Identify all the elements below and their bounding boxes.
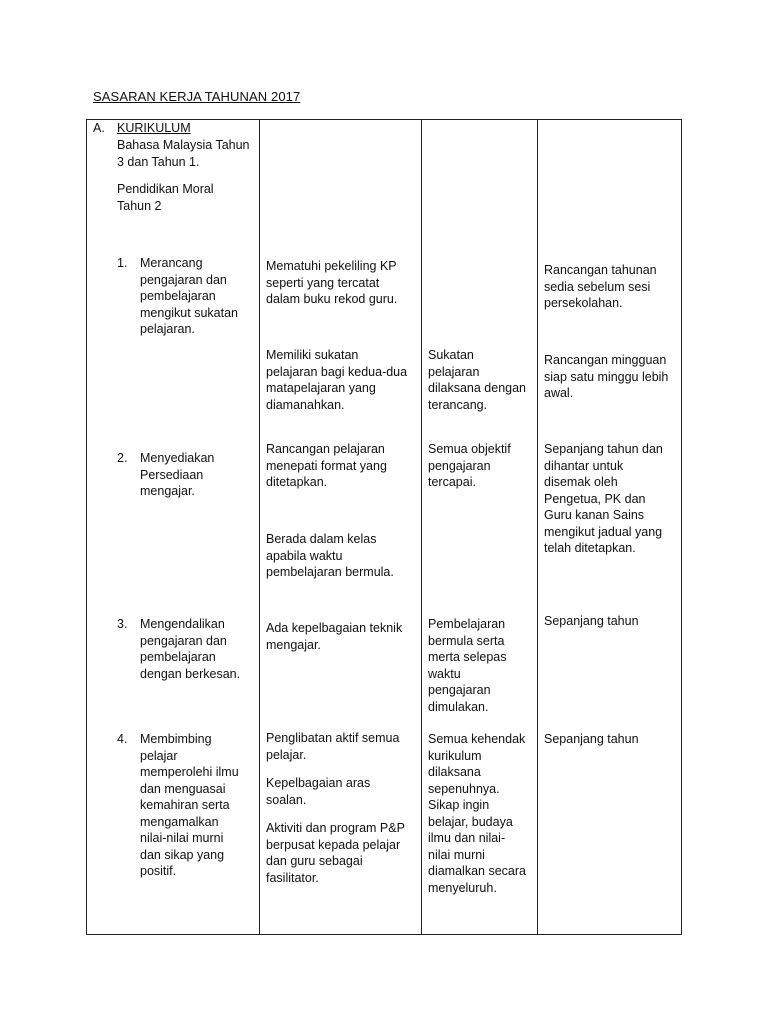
row-task: Merancang pengajaran dan pembelajaran mengikut sukatan pelajaran. xyxy=(140,256,238,336)
row-time: Sepanjang tahun dan dihantar untuk disemak oleh Pengetua, PK dan Guru kanan Sains mengikut jadual yang telah ditetapkan. xyxy=(544,442,663,555)
row-measure: Aktiviti dan program P&P berpusat kepada pelajar dan guru sebagai fasilitator. xyxy=(266,821,405,885)
row-outcome: Pembelajaran bermula serta merta selepas waktu pengajaran dimulakan. xyxy=(428,617,507,714)
column-divider xyxy=(421,120,422,934)
row-time: Rancangan mingguan siap satu minggu lebih awal. xyxy=(544,353,669,400)
row-measure: Memiliki sukatan pelajaran bagi kedua-dua matapelajaran yang diamanahkan. xyxy=(266,348,408,412)
row-measure: Penglibatan aktif semua pelajar. xyxy=(266,731,400,762)
row-measure: Ada kepelbagaian teknik mengajar. xyxy=(266,621,403,652)
row-measure: Berada dalam kelas apabila waktu pembelajaran bermula. xyxy=(266,532,394,579)
row-measure: Kepelbagaian aras soalan. xyxy=(266,776,371,807)
row-outcome: Semua objektif pengajaran tercapai. xyxy=(428,442,511,489)
row-time: Sepanjang tahun xyxy=(544,614,639,628)
row-outcome: Semua kehendak kurikulum dilaksana sepenuhnya. Sikap ingin belajar, budaya ilmu dan nilai- nilai murni diamalkan secara menyeluruh. xyxy=(428,732,526,895)
row-number: 2. xyxy=(117,451,128,465)
row-task: Menyediakan Persediaan mengajar. xyxy=(140,451,215,498)
row-number: 1. xyxy=(117,256,128,270)
section-letter: A. xyxy=(93,121,105,135)
section-subjects: Bahasa Malaysia Tahun 3 dan Tahun 1. xyxy=(117,138,250,169)
page-title: SASARAN KERJA TAHUNAN 2017 xyxy=(93,89,301,104)
column-divider xyxy=(537,120,538,934)
section-label: KURIKULUM xyxy=(117,121,191,135)
section-subjects: Pendidikan Moral Tahun 2 xyxy=(117,182,214,213)
row-time: Rancangan tahunan sedia sebelum sesi persekolahan. xyxy=(544,263,657,310)
row-time: Sepanjang tahun xyxy=(544,732,639,746)
row-number: 3. xyxy=(117,617,128,631)
row-number: 4. xyxy=(117,732,128,746)
row-measure: Mematuhi pekeliling KP seperti yang tercatat dalam buku rekod guru. xyxy=(266,259,398,306)
column-divider xyxy=(259,120,260,934)
row-outcome: Sukatan pelajaran dilaksana dengan terancang. xyxy=(428,348,526,412)
row-task: Mengendalikan pengajaran dan pembelajaran dengan berkesan. xyxy=(140,617,241,681)
row-measure: Rancangan pelajaran menepati format yang ditetapkan. xyxy=(266,442,387,489)
row-task: Membimbing pelajar memperolehi ilmu dan menguasai kemahiran serta mengamalkan nilai-nilai murni dan sikap yang positif. xyxy=(140,732,239,878)
